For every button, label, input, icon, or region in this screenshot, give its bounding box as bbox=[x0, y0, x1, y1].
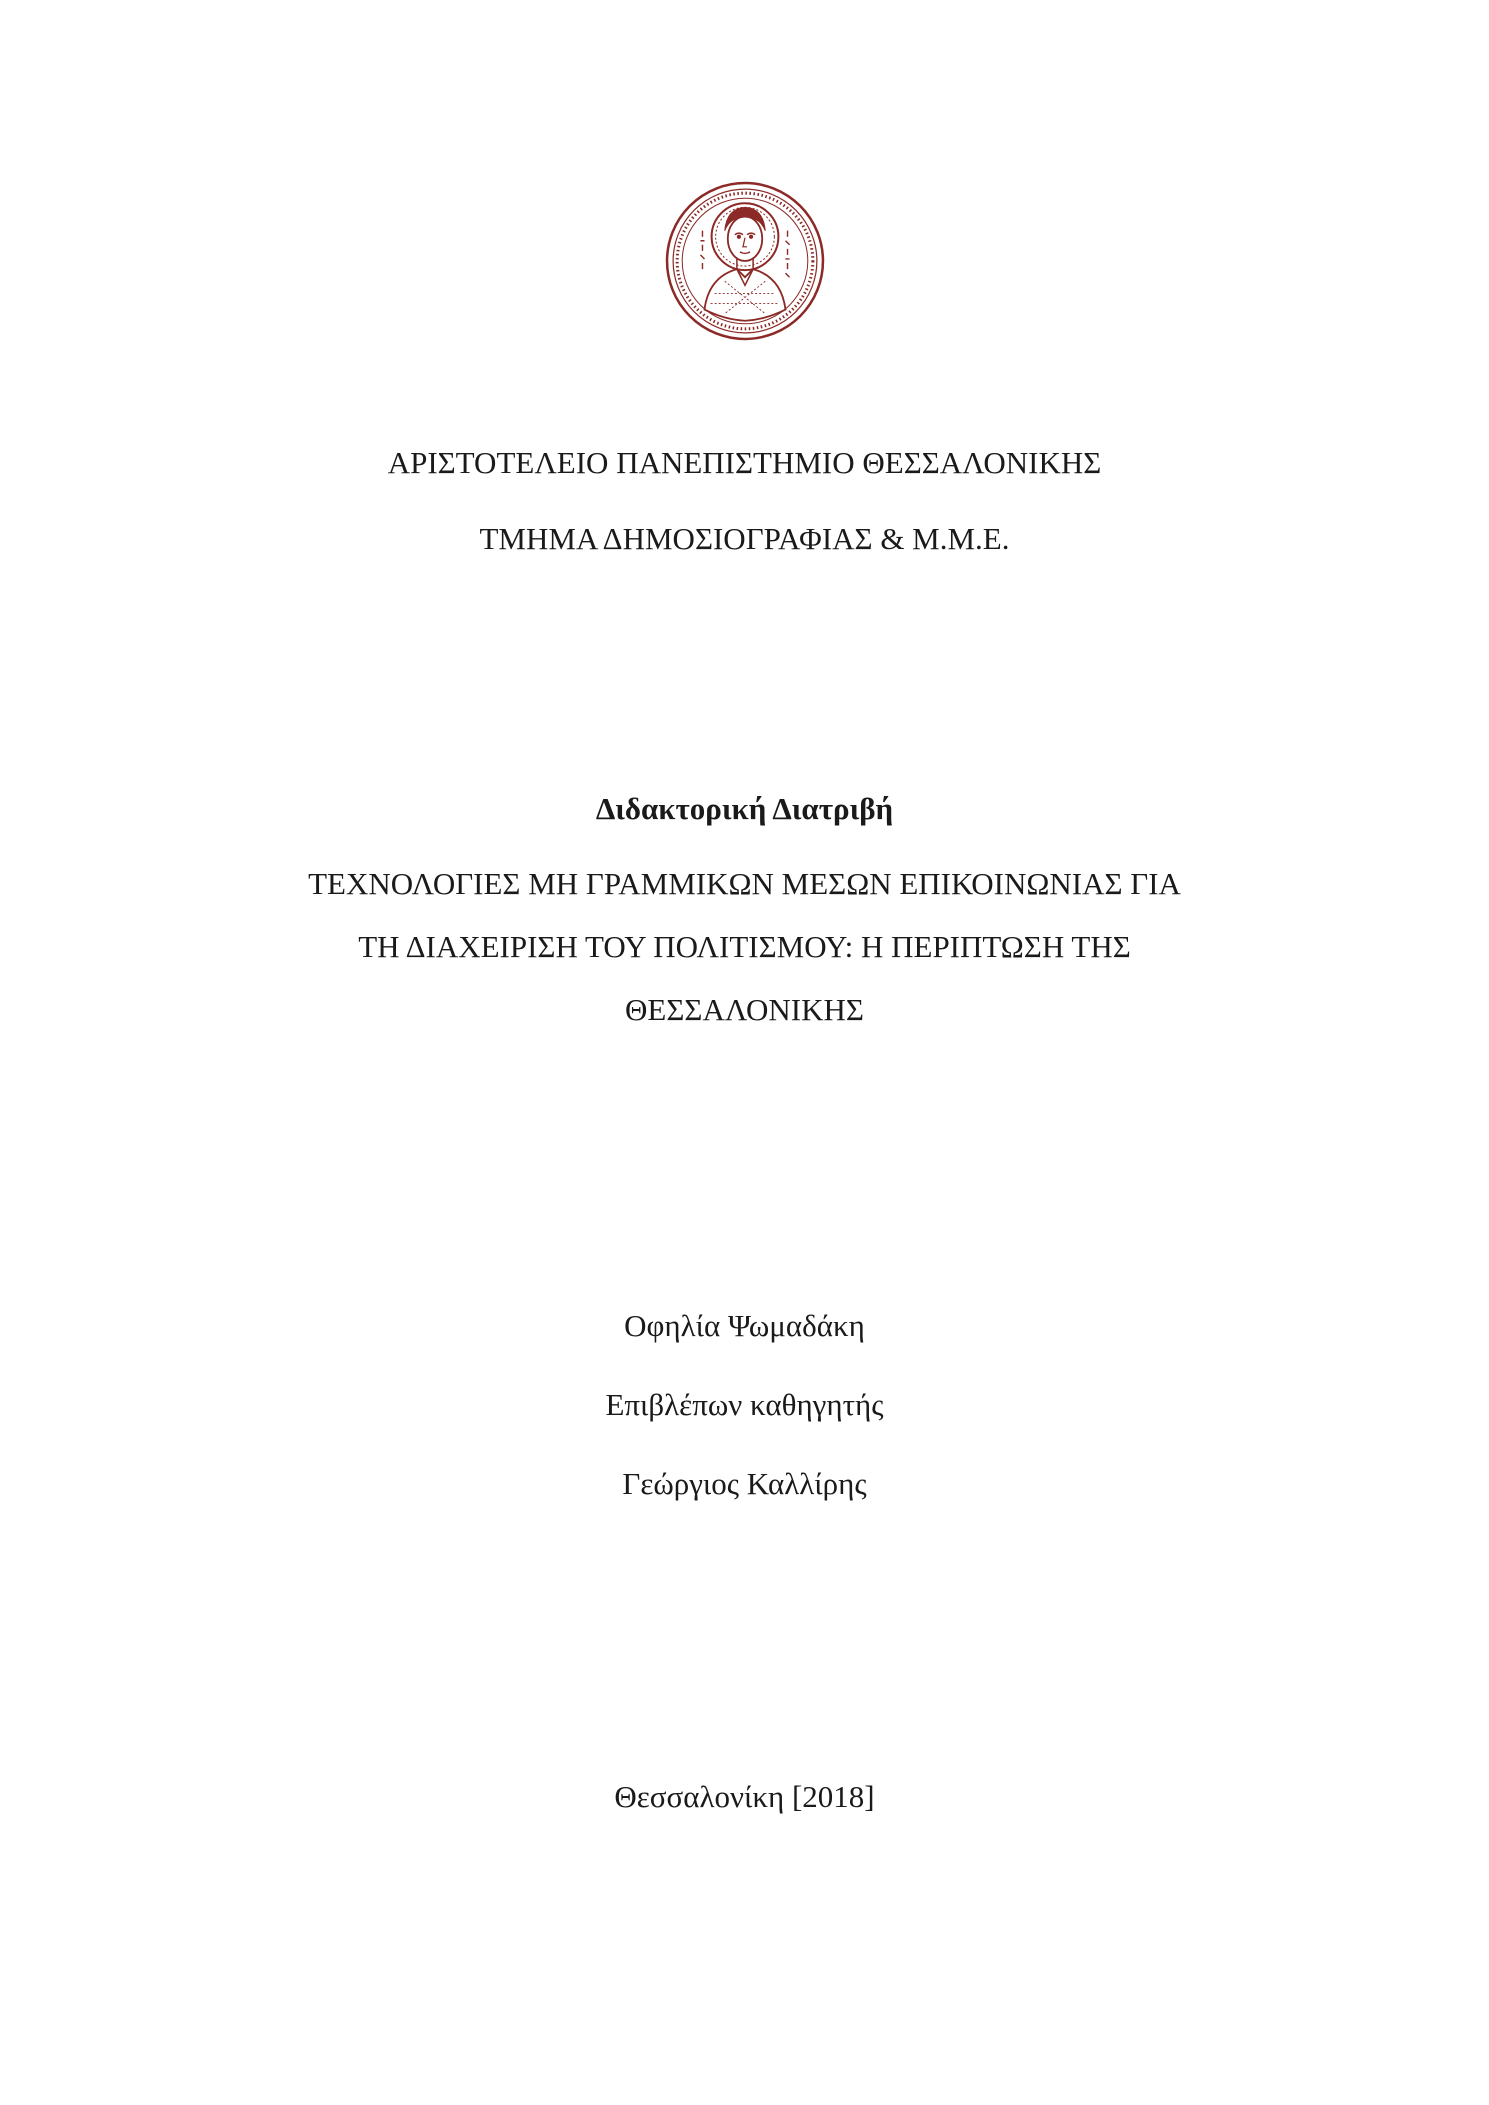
place-and-year: Θεσσαλονίκη [2018] bbox=[614, 1779, 875, 1814]
department-name: ΤΜΗΜΑ ΔΗΜΟΣΙΟΓΡΑΦΙΑΣ & Μ.Μ.Ε. bbox=[479, 521, 1010, 556]
supervisor-name: Γεώργιος Καλλίρης bbox=[622, 1466, 867, 1501]
thesis-title-line: ΘΕΣΣΑΛΟΝΙΚΗΣ bbox=[625, 992, 864, 1027]
university-name: ΑΡΙΣΤΟΤΕΛΕΙΟ ΠΑΝΕΠΙΣΤΗΜΙΟ ΘΕΣΣΑΛΟΝΙΚΗΣ bbox=[387, 445, 1102, 480]
author-name: Οφηλία Ψωμαδάκη bbox=[624, 1308, 865, 1343]
thesis-type: Διδακτορική Διατριβή bbox=[595, 791, 894, 826]
supervisor-label: Επιβλέπων καθηγητής bbox=[605, 1387, 884, 1422]
thesis-title-line: ΤΕΧΝΟΛΟΓΙΕΣ ΜΗ ΓΡΑΜΜΙΚΩΝ ΜΕΣΩΝ ΕΠΙΚΟΙΝΩΝΙΑΣ ΓΙΑ bbox=[308, 866, 1181, 901]
aristotle-university-seal-icon bbox=[664, 180, 826, 342]
thesis-title-line: ΤΗ ΔΙΑΧΕΙΡΙΣΗ ΤΟΥ ΠΟΛΙΤΙΣΜΟΥ: Η ΠΕΡΙΠΤΩΣΗ ΤΗΣ bbox=[358, 929, 1131, 964]
